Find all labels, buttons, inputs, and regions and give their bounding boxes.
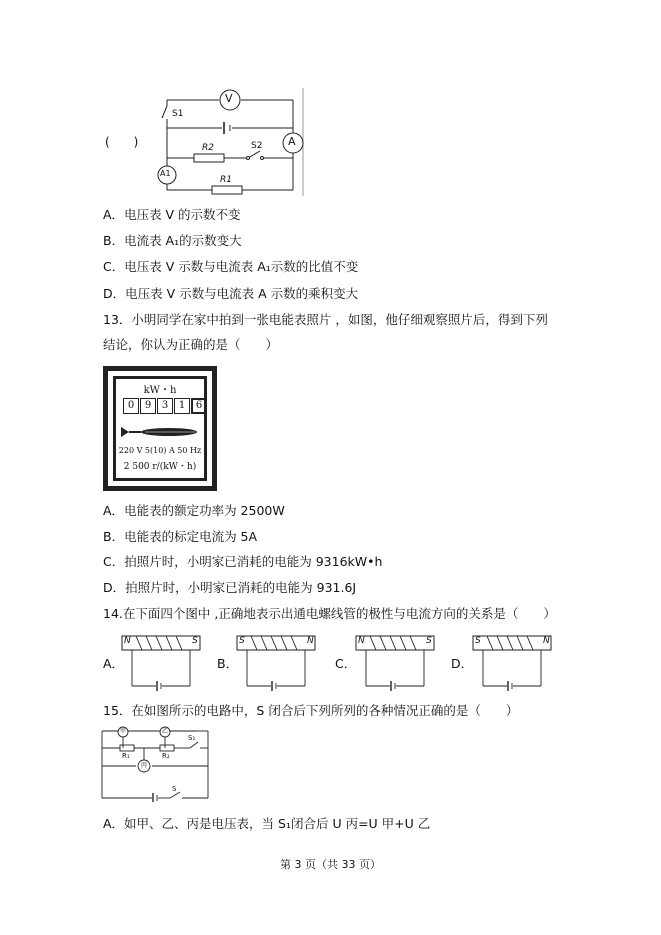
q15-label-r2: R₂ [162, 752, 170, 760]
q14-stem: 14.在下面四个图中 ,正确地表示出通电螺线管的极性与电流方向的关系是（ ） [103, 606, 556, 621]
q12-label-r1: R1 [220, 175, 232, 185]
q13-stem-line1: 13．小明同学在家中拍到一张电能表照片 ，如图，他仔细观察照片后，得到下列 [103, 312, 548, 327]
energy-meter-image [103, 366, 217, 491]
q14-option-letter: D． [451, 656, 474, 671]
q14-solenoid-figure [469, 632, 557, 694]
solenoid-left-pole: N [358, 636, 365, 646]
q15-label-yi: 乙 [162, 728, 169, 735]
q12-option-d: D．电压表 V 示数与电流表 A 示数的乘积变大 [103, 286, 359, 301]
q12-option-c: C．电压表 V 示数与电流表 A₁示数的比值不变 [103, 259, 359, 274]
q12-label-s2: S2 [251, 141, 263, 151]
q14-option-letter: C． [335, 656, 357, 671]
q14-option-letter: B． [217, 656, 239, 671]
q15-label-s: S [172, 785, 177, 793]
q12-circuit-diagram [150, 88, 310, 198]
q13-option-d: D．拍照片时，小明家已消耗的电能为 931.6J [103, 580, 357, 595]
q15-label-bing: 丙 [141, 762, 148, 769]
solenoid-right-pole: N [307, 636, 314, 646]
q15-option-a: A．如甲、乙、丙是电压表，当 S₁闭合后 U 丙=U 甲+U 乙 [103, 816, 431, 831]
q15-label-s1: S₁ [188, 734, 196, 742]
meter-unit: kW・h [143, 385, 177, 396]
q12-paren: ( ) [105, 135, 139, 149]
q14-solenoid-figure [118, 632, 206, 694]
q12-label-v: V [225, 92, 233, 105]
q12-option-b: B．电流表 A₁的示数变大 [103, 233, 242, 248]
q13-option-b: B．电能表的标定电流为 5A [103, 529, 258, 544]
q15-label-r1: R₁ [122, 752, 130, 760]
q14-solenoid-figure [352, 632, 440, 694]
page-footer: 第 3 页（共 33 页） [280, 858, 381, 871]
solenoid-right-pole: N [543, 636, 550, 646]
solenoid-right-pole: S [192, 636, 198, 646]
q12-label-s1: S1 [172, 109, 184, 119]
meter-spec-line1: 220 V 5(10) A 50 Hz [118, 446, 202, 455]
q12-label-a: A [288, 135, 296, 148]
solenoid-left-pole: S [239, 636, 245, 646]
q13-stem-line2: 结论，你认为正确的是（ ） [103, 337, 279, 352]
q12-option-a: A．电压表 V 的示数不变 [103, 207, 241, 222]
q12-label-r2: R2 [202, 143, 214, 153]
solenoid-left-pole: N [124, 636, 131, 646]
solenoid-right-pole: S [426, 636, 432, 646]
meter-spec-line2: 2 500 r/(kW・h) [123, 462, 197, 472]
q15-stem: 15．在如图所示的电路中，S 闭合后下列所列的各种情况正确的是（ ） [103, 703, 519, 718]
q12-label-a1: A1 [160, 169, 171, 178]
meter-digits: 0 9 3 1 6 [123, 398, 207, 414]
meter-disc-arrow-icon [121, 424, 201, 440]
q13-option-a: A．电能表的额定功率为 2500W [103, 503, 285, 518]
q15-circuit-diagram [100, 726, 212, 802]
q14-solenoid-figure [233, 632, 321, 694]
solenoid-left-pole: S [475, 636, 481, 646]
q13-option-c: C．拍照片时，小明家已消耗的电能为 9316kW•h [103, 554, 383, 569]
q15-label-jia: 甲 [120, 728, 127, 735]
q14-option-letter: A． [103, 656, 125, 671]
